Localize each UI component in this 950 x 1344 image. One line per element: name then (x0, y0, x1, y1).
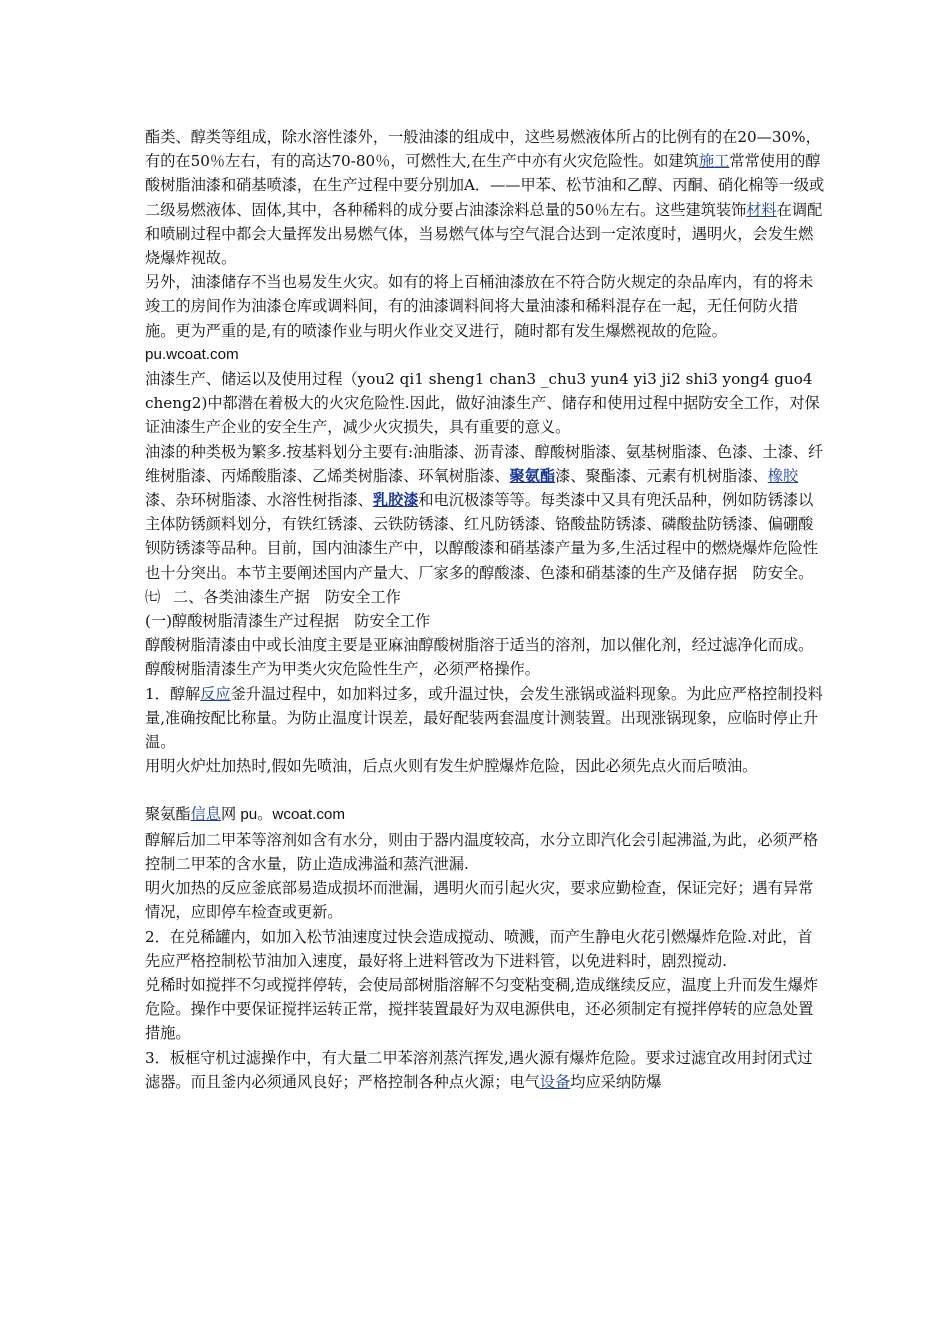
paragraph-alkyd-definition: 醇酸树脂清漆由中或长油度主要是亚麻油醇酸树脂溶于适当的溶剂，加以催化剂，经过滤净化而成。 (145, 636, 814, 655)
paragraph-stirring: 兑稀时如搅拌不匀或搅拌停转，会使局部树脂溶解不匀变粘变稠,造成继续反应，温度上升而发生爆炸危险。操作中要保证搅拌运转正常，搅拌装置最好为双电源供电，还必须制定有搅拌停转的应急处置措施。 (145, 975, 819, 1043)
link-polyurethane[interactable]: 聚氨酯 (509, 466, 556, 485)
document-body (145, 125, 825, 1094)
text-segment: 聚氨酯 (145, 805, 191, 824)
paragraph-open-flame: 用明火炉灶加热时,假如先喷油，后点火则有发生炉膛爆炸危险，因此必须先点火而后喷油。 (145, 757, 758, 776)
paragraph-solvent-water: 醇解后加二甲苯等溶剂如含有水分，则由于器内温度较高，水分立即汽化会引起沸溢,为此，必须严格控制二甲苯的含水量，防止造成沸溢和蒸汽泄漏. (145, 830, 819, 873)
blank-line (145, 778, 825, 802)
paragraph-flammable-composition (145, 125, 825, 270)
link-rubber[interactable]: 橡胶 (767, 466, 799, 485)
link-reaction[interactable]: 反应 (200, 684, 231, 703)
paragraph-alkyd-class: 醇酸树脂清漆生产为甲类火灾危险性生产，必须严格操作。 (145, 660, 540, 679)
paragraph-info-network (145, 802, 825, 827)
paragraph-paint-types (145, 440, 825, 585)
link-materials[interactable]: 材料 (746, 200, 777, 219)
paragraph-step-3 (145, 1046, 825, 1094)
link-equipment[interactable]: 设备 (539, 1072, 571, 1091)
clock-bullet-icon: ㈦ (145, 587, 161, 606)
heading-text: 二、各类油漆生产据 防安全工作 (173, 587, 401, 606)
text-segment: 和电沉极漆等等。每类漆中又具有兜沃品种，例如防锈漆以主体防锈颜料划分，有铁红锈漆、云铁防锈漆、红凡防锈漆、铬酸盐防锈漆、磷酸盐防锈漆、偏硼酸钡防锈漆等品种。目前，国内油漆生产中，以醇酸漆和硝基漆产量为多,生活过程中的燃烧爆炸危险性也十分突出。本节主要阐述国内产量大、厂家多的醇酸漆、色漆和硝基漆的生产及储存据 防安全。 (145, 491, 819, 582)
link-information[interactable]: 信息 (190, 805, 221, 824)
text-segment: 油漆的种类极为繁多.按基料划分主要有:油脂漆、沥青漆、醇酸树脂漆、氨基树脂漆、色漆、土漆、纤维树脂漆、丙烯酸脂漆、乙烯类树脂漆、环氧树脂漆、 (145, 442, 824, 485)
text-segment: 常常使用的醇酸树脂油漆和硝基喷漆，在生产过程中要分别加A．——甲苯、松节油和乙醇、丙酮、硝化棉等一级或二级易燃液体、固体,其中，各种稀料的成分要占油漆涂料总量的50％左右。这些建筑装饰 (145, 152, 825, 219)
text-segment: 在调配和喷刷过程中都会大量挥发出易燃气体，当易燃气体与空气混合达到一定浓度时，遇明火，会发生燃烧爆炸视故。 (145, 200, 823, 268)
link-construction[interactable]: 施工 (698, 152, 730, 171)
paragraph-storage-risk: 另外，油漆储存不当也易发生火灾。如有的将上百桶油漆放在不符合防火规定的杂品库内，有的将未竣工的房间作为油漆仓库或调料间，有的油漆调料间将大量油漆和稀料混存在一起，无任何防火措施。更为严重的是,有的喷漆作业与明火作业交叉进行，随时都有发生爆燃视故的危险。 (145, 273, 814, 340)
paragraph-fire-hazard: 油漆生产、储运以及使用过程（you2 qi1 sheng1 chan3 _chu3 yun4 yi3 ji2 shi3 yong4 guo4 cheng2)中都潜在着极大的火灾危险性.因此，做好油漆生产、储存和使用过程中据防安全工作，对保证油漆生产企业的安全生产，减少火灾损失，具有重要的意义。 (145, 370, 820, 437)
text-segment: 釜升温过程中，如加料过多，或升温过快，会发生涨锅或溢料现象。为此应严格控制投料量,准确按配比称量。为防止温度计误差，最好配装两套温度计测装置。出现涨锅现象，应临时停止升温。 (145, 684, 823, 752)
subsection-heading: (一)醇酸树脂清漆生产过程据 防安全工作 (145, 612, 431, 631)
text-segment: 3．板框守机过滤操作中，有大量二甲苯溶剂蒸汽挥发,遇火源有爆炸危险。要求过滤宜改用封闭式过滤器。而且釜内必须通风良好；严格控制各种点火源；电气 (145, 1048, 813, 1091)
section-heading (145, 585, 825, 609)
source-url: pu.wcoat.com (145, 345, 239, 363)
link-latex-paint[interactable]: 乳胶漆 (372, 491, 419, 510)
paragraph-kettle-leak: 明火加热的反应釜底部易造成损坏而泄漏，遇明火而引起火灾，要求应勤检查，保证完好；遇有异常情况，应即停车检查或更新。 (145, 879, 814, 922)
paragraph-step-2: 2．在兑稀罐内，如加入松节油速度过快会造成搅动、喷溅，而产生静电火花引燃爆炸危险.对此，首先应严格控制松节油加入速度，最好将上进料管改为下进料管，以免进料时，剧烈搅动. (145, 927, 813, 970)
text-segment: 漆、聚酯漆、元素有机树脂漆、 (555, 466, 768, 485)
text-segment: 均应采纳防爆 (570, 1072, 662, 1091)
text-segment: 酯类、醇类等组成，除水溶性漆外，一般油漆的组成中，这些易燃液体所占的比例有的在20—30%，有的在50％左右，有的高达70-80％，可燃性大,在生产中亦有火灾危险性。如建筑 (145, 128, 821, 171)
paragraph-step-1 (145, 682, 825, 755)
text-segment: 1．醇解 (145, 684, 201, 703)
text-segment: 网 pu。wcoat.com (220, 806, 346, 824)
text-segment: 漆、杂环树脂漆、水溶性树指漆、 (145, 491, 373, 510)
